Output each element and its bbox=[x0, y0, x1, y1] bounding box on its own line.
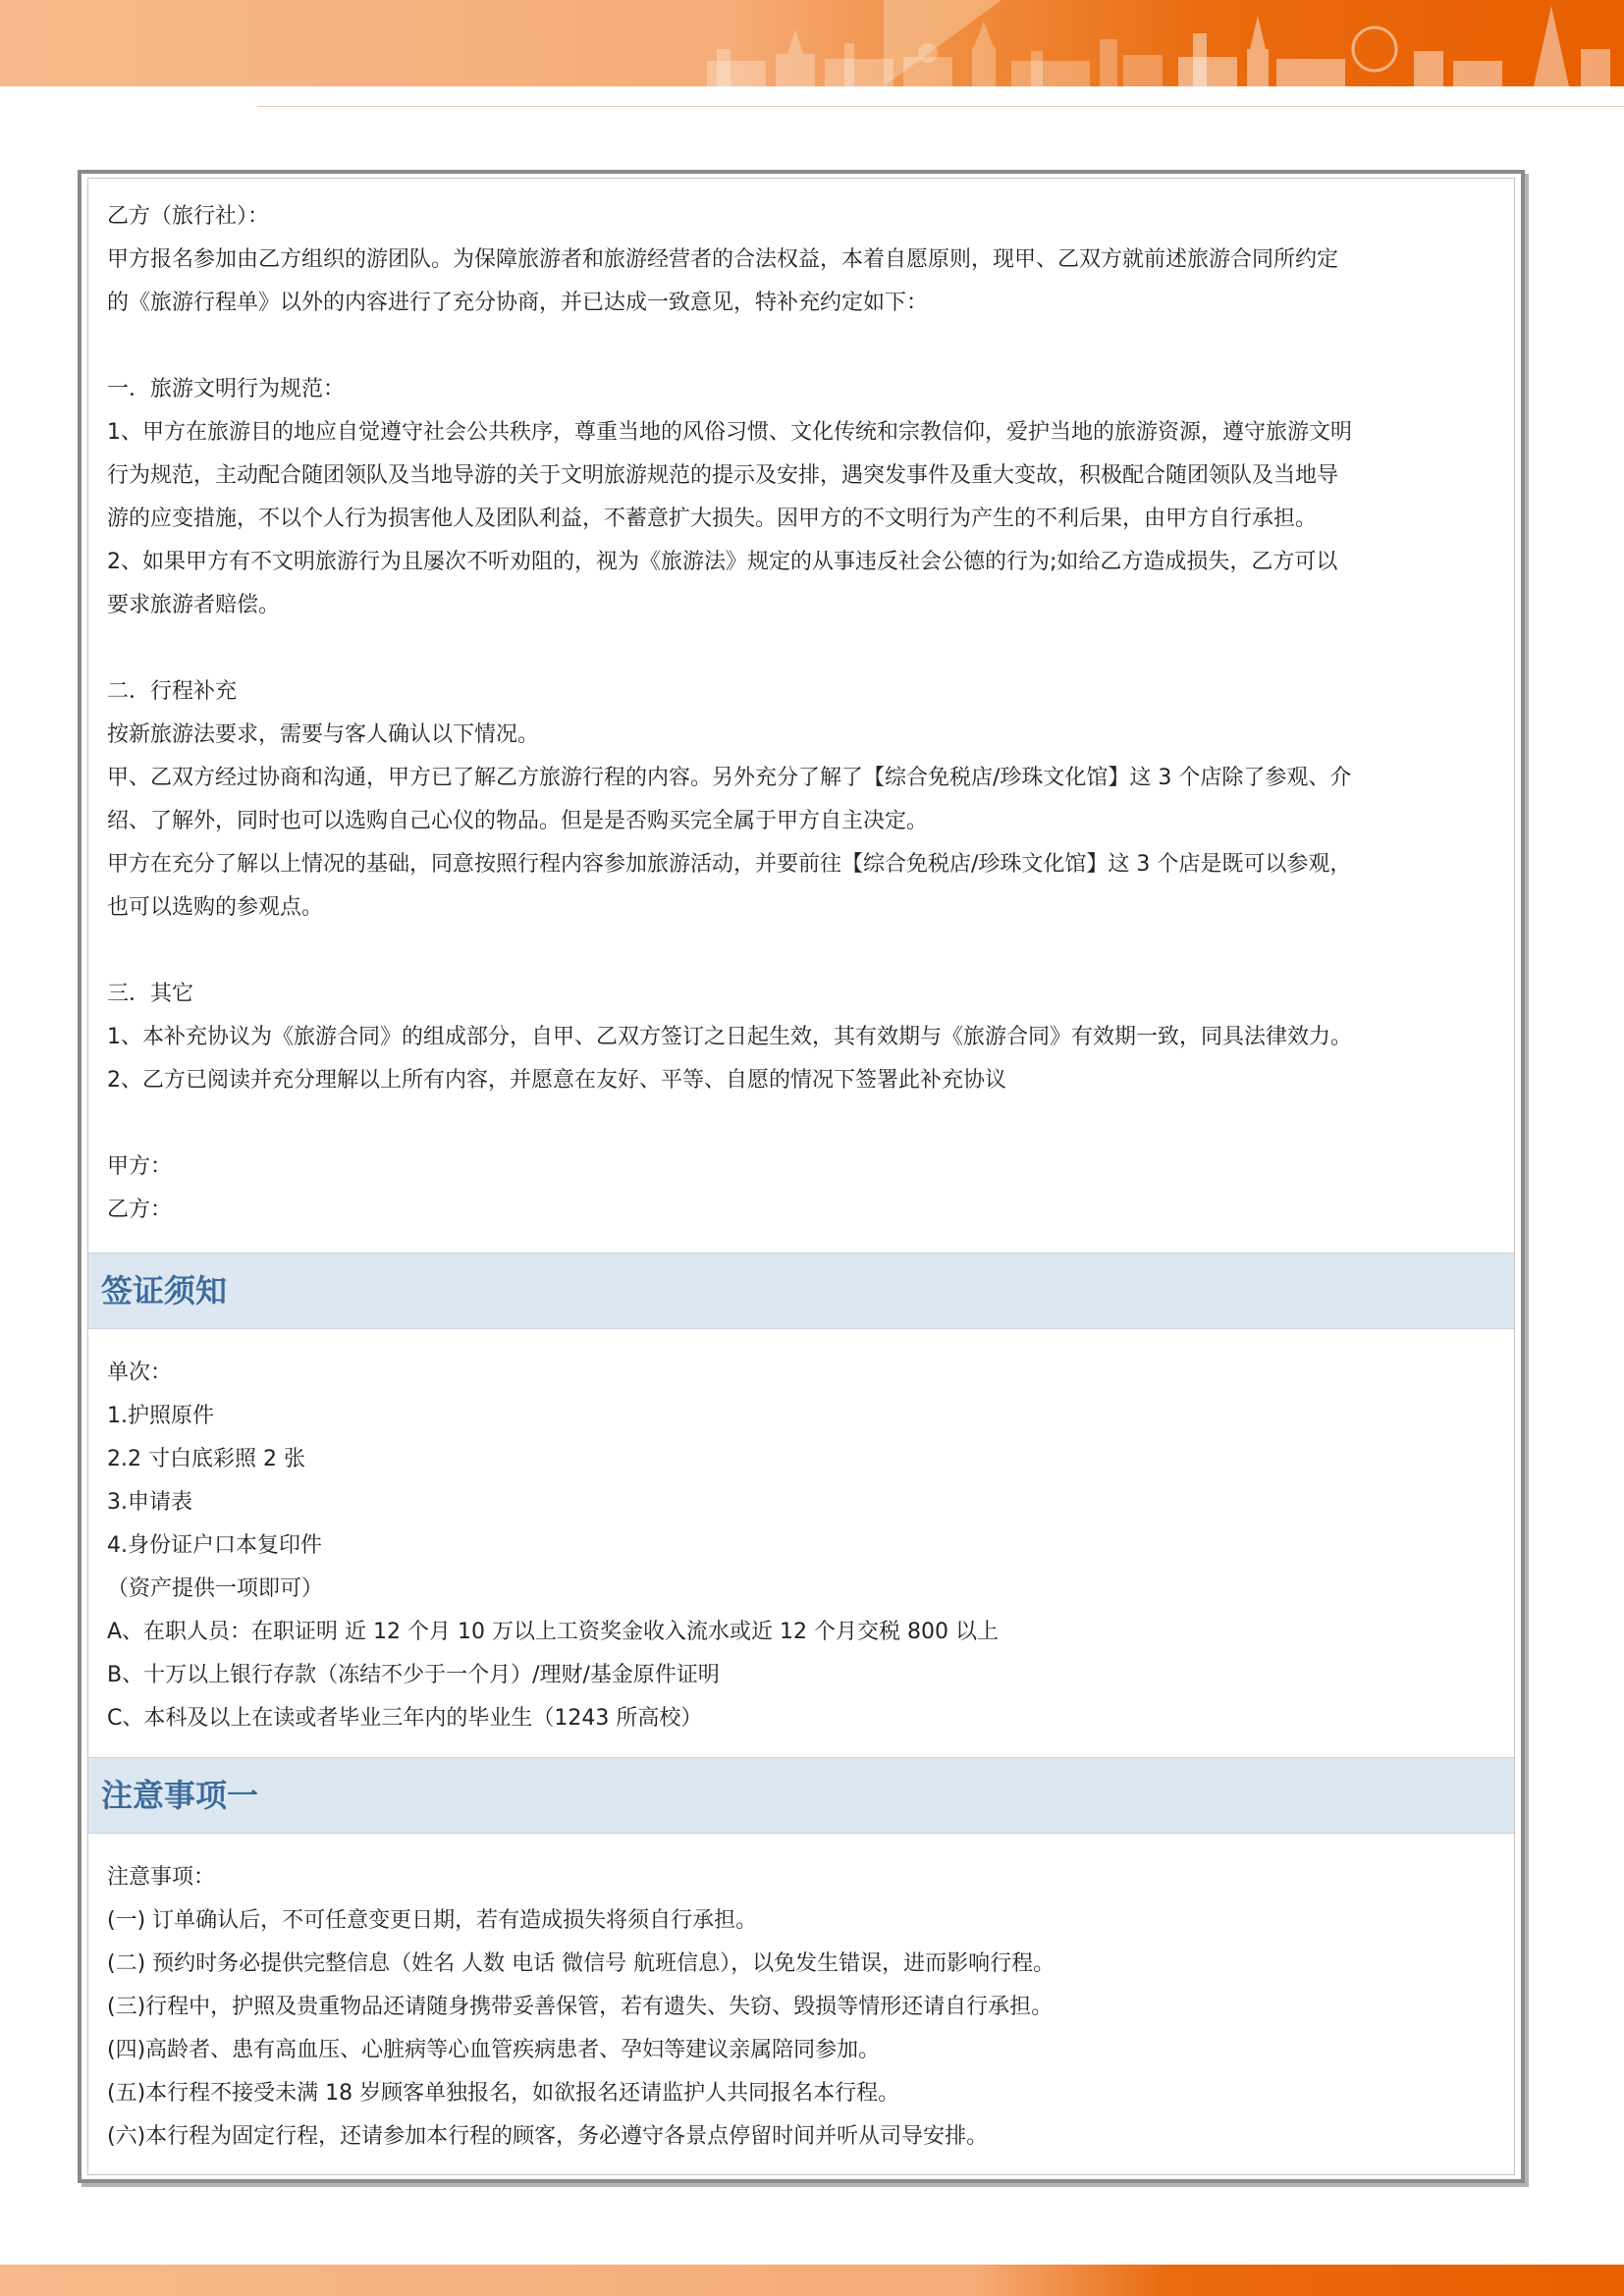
list-item: (六)本行程为固定行程，还请参加本行程的顾客，务必遵守各景点停留时间并听从司导安排。 bbox=[107, 2124, 989, 2149]
footer-banner bbox=[0, 2265, 1624, 2296]
list-item: 4.身份证户口本复印件 bbox=[107, 1533, 322, 1558]
list-item: 注意事项： bbox=[107, 1865, 216, 1890]
list-item: B、十万以上银行存款（冻结不少于一个月）/理财/基金原件证明 bbox=[107, 1663, 720, 1687]
clause-text: 也可以选购的参观点。 bbox=[107, 895, 324, 920]
party-b-label: 乙方（旅行社）： bbox=[107, 204, 270, 229]
notice-section-header bbox=[88, 1757, 1514, 1834]
signature-party-a: 甲方： bbox=[107, 1154, 173, 1179]
clause-text: 按新旅游法要求，需要与客人确认以下情况。 bbox=[107, 722, 540, 747]
visa-section-header bbox=[88, 1253, 1514, 1329]
clause-text: 行为规范，主动配合随团领队及当地导游的关于文明旅游规范的提示及安排，遇突发事件及重大变故，积极配合随团领队及当地导 bbox=[107, 463, 1339, 488]
clause-text: 要求旅游者赔偿。 bbox=[107, 593, 281, 617]
agreement-intro-line: 的《旅游行程单》以外的内容进行了充分协商，并已达成一致意见，特补充约定如下： bbox=[107, 291, 929, 315]
city-skyline-icon bbox=[687, 0, 1624, 86]
list-item: （资产提供一项即可） bbox=[107, 1576, 324, 1601]
signature-party-b: 乙方： bbox=[107, 1198, 173, 1222]
list-item: C、本科及以上在读或者毕业三年内的毕业生（1243 所高校） bbox=[107, 1706, 703, 1731]
notice-section-title: 注意事项一 bbox=[101, 1777, 259, 1814]
list-item: 2.2 寸白底彩照 2 张 bbox=[107, 1447, 305, 1471]
clause-heading-2: 二．行程补充 bbox=[107, 679, 238, 704]
list-item: A、在职人员：在职证明 近 12 个月 10 万以上工资奖金收入流水或近 12 个月交税 800 以上 bbox=[107, 1620, 999, 1644]
list-item: 单次： bbox=[107, 1361, 173, 1385]
clause-text: 甲、乙双方经过协商和沟通，甲方已了解乙方旅游行程的内容。另外充分了解了【综合免税店/珍珠文化馆】这 3 个店除了参观、介 bbox=[107, 766, 1352, 790]
agreement-intro-line: 甲方报名参加由乙方组织的游团队。为保障旅游者和旅游经营者的合法权益，本着自愿原则，现甲、乙双方就前述旅游合同所约定 bbox=[107, 247, 1339, 272]
visa-section-title: 签证须知 bbox=[101, 1272, 228, 1309]
clause-heading-1: 一．旅游文明行为规范： bbox=[107, 377, 346, 401]
clause-text: 游的应变措施，不以个人行为损害他人及团队利益，不蓄意扩大损失。因甲方的不文明行为产生的不利后果，由甲方自行承担。 bbox=[107, 507, 1318, 531]
list-item: (一) 订单确认后，不可任意变更日期，若有造成损失将须自行承担。 bbox=[107, 1908, 758, 1933]
list-item: 3.申请表 bbox=[107, 1490, 192, 1515]
header-rule bbox=[257, 106, 1624, 107]
clause-heading-3: 三．其它 bbox=[107, 982, 194, 1006]
list-item: (二) 预约时务必提供完整信息（姓名 人数 电话 微信号 航班信息），以免发生错误，进而影响行程。 bbox=[107, 1951, 1056, 1976]
clause-text: 甲方在充分了解以上情况的基础，同意按照行程内容参加旅游活动，并要前往【综合免税店/珍珠文化馆】这 3 个店是既可以参观， bbox=[107, 852, 1352, 877]
list-item: (三)行程中，护照及贵重物品还请随身携带妥善保管，若有遗失、失窃、毁损等情形还请自行承担。 bbox=[107, 1995, 1054, 2019]
header-banner bbox=[0, 0, 1624, 86]
clause-text: 1、本补充协议为《旅游合同》的组成部分，自甲、乙双方签订之日起生效，其有效期与《旅游合同》有效期一致，同具法律效力。 bbox=[107, 1025, 1353, 1049]
list-item: (四)高龄者、患有高血压、心脏病等心血管疾病患者、孕妇等建议亲属陪同参加。 bbox=[107, 2038, 881, 2062]
clause-text: 1、甲方在旅游目的地应自觉遵守社会公共秩序，尊重当地的风俗习惯、文化传统和宗教信仰，爱护当地的旅游资源，遵守旅游文明 bbox=[107, 420, 1353, 445]
itinerary-document bbox=[78, 170, 1525, 2183]
clause-text: 2、乙方已阅读并充分理解以上所有内容，并愿意在友好、平等、自愿的情况下签署此补充协议 bbox=[107, 1068, 1007, 1093]
document-inner-border bbox=[87, 178, 1515, 2175]
clause-text: 绍、了解外，同时也可以选购自己心仪的物品。但是是否购买完全属于甲方自主决定。 bbox=[107, 809, 929, 833]
list-item: (五)本行程不接受未满 18 岁顾客单独报名，如欲报名还请监护人共同报名本行程。 bbox=[107, 2081, 900, 2106]
clause-text: 2、如果甲方有不文明旅游行为且屡次不听劝阻的，视为《旅游法》规定的从事违反社会公德的行为;如给乙方造成损失，乙方可以 bbox=[107, 550, 1338, 574]
list-item: 1.护照原件 bbox=[107, 1404, 214, 1428]
